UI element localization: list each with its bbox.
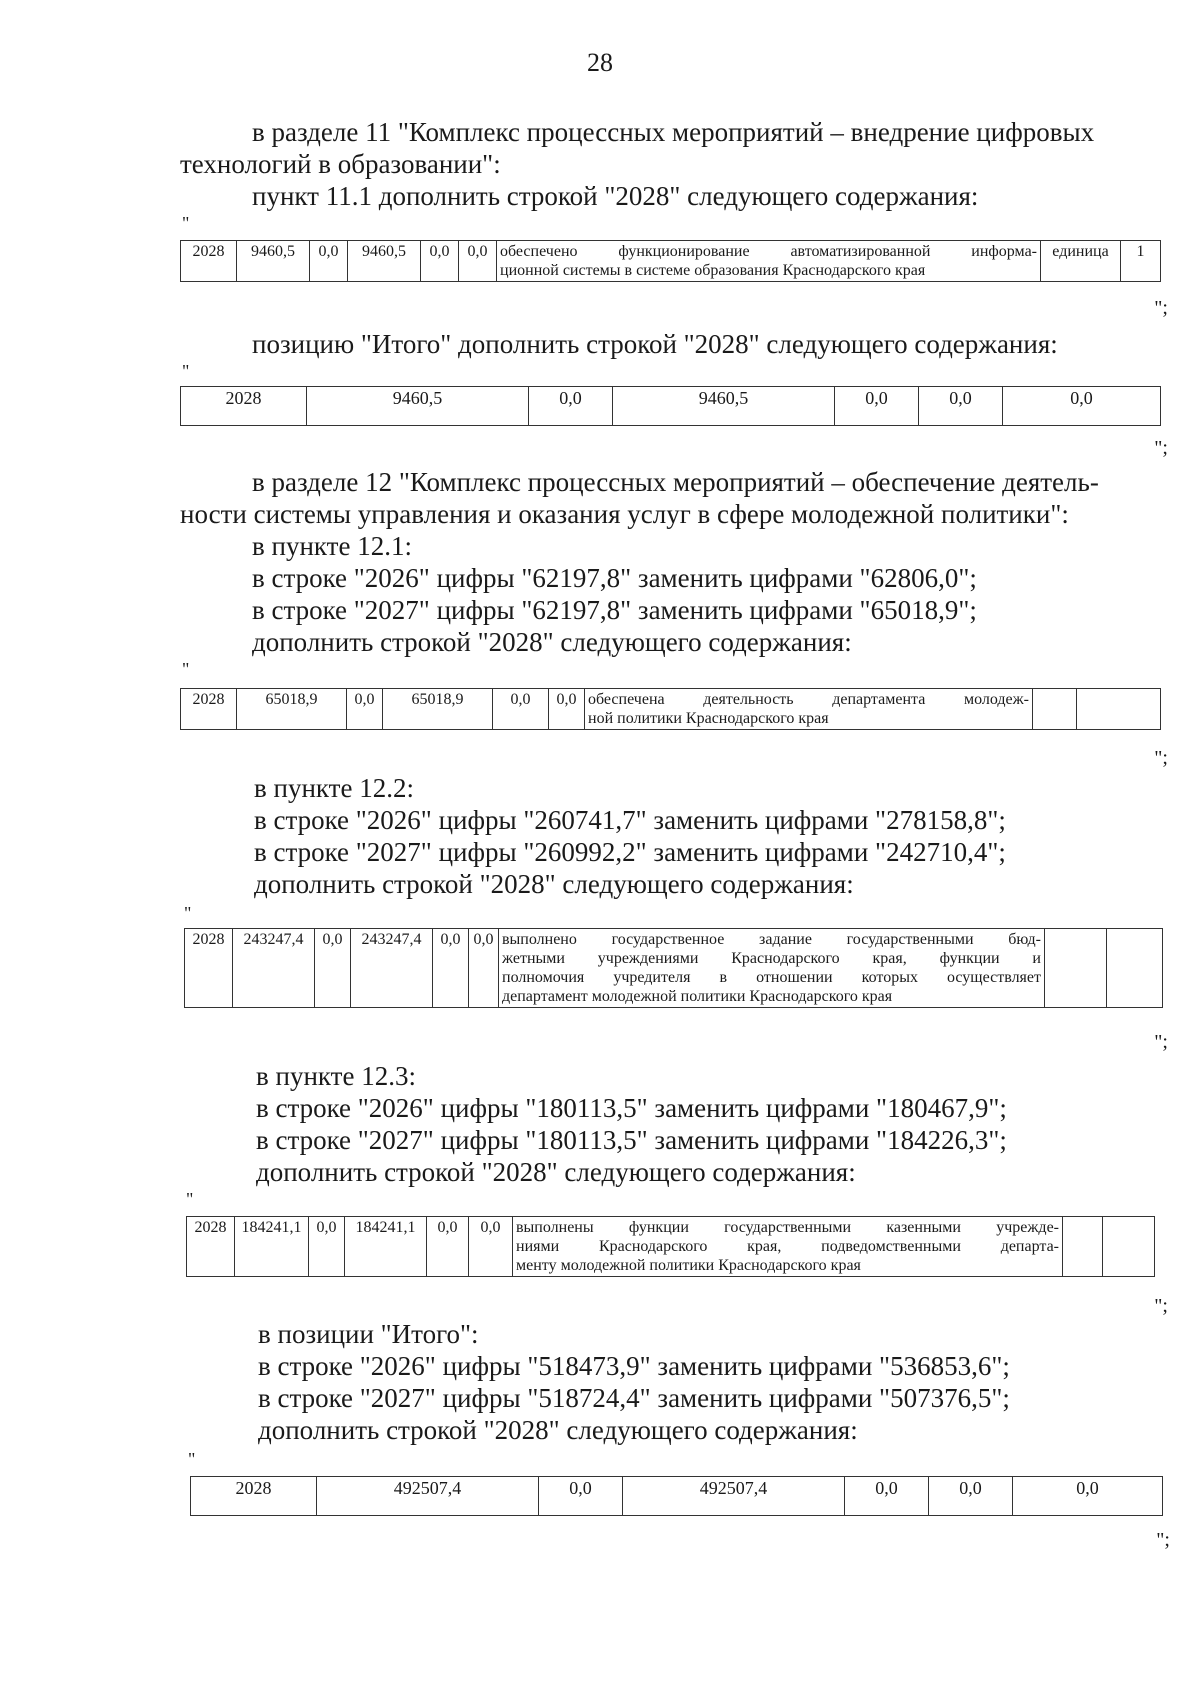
s12-line1: в разделе 12 "Комплекс процессных мероприятий – обеспечение деятель- [252, 467, 1099, 497]
cell-year: 2028 [185, 929, 233, 1008]
cell-description [499, 929, 1045, 1008]
s12-p3-l3: в строке "2027" цифры "180113,5" заменить цифрами "184226,3"; [256, 1125, 1007, 1155]
cell-value: 243247,4 [351, 929, 433, 1008]
s12-p1-l1: в пункте 12.1: [252, 531, 412, 561]
s12-p2-l2: в строке "2026" цифры "260741,7" заменить цифрами "278158,8"; [254, 805, 1006, 835]
cell-total: 9460,5 [307, 387, 529, 426]
quote-open: " [186, 1189, 194, 1209]
desc-line: ционной системы в системе образования Краснодарского края [500, 262, 926, 279]
s12-p1-l3: в строке "2027" цифры "62197,8" заменить цифрами "65018,9"; [252, 595, 977, 625]
quote-close: "; [1156, 1529, 1170, 1551]
quote-close: "; [1154, 437, 1168, 459]
s12-p1-l2: в строке "2026" цифры "62197,8" заменить цифрами "62806,0"; [252, 563, 977, 593]
cell-empty [1045, 929, 1107, 1008]
table-row [181, 689, 1161, 730]
cell-year: 2028 [181, 689, 237, 730]
s12-itogo-l1: в позиции "Итого": [258, 1319, 479, 1349]
cell-value: 9460,5 [348, 241, 421, 282]
quote-open: " [182, 213, 190, 233]
cell-year: 2028 [181, 387, 307, 426]
s12-p3-table [186, 1216, 1155, 1277]
quote-close: "; [1154, 1031, 1168, 1053]
quote-open: " [182, 659, 190, 679]
desc-line: жетными учреждениями Краснодарского края, функции и [502, 950, 1041, 967]
s11-table [180, 240, 1161, 282]
cell-empty [1107, 929, 1163, 1008]
cell-year: 2028 [187, 1217, 235, 1277]
cell-value: 492507,4 [623, 1477, 845, 1516]
cell-value: 0,0 [919, 387, 1003, 426]
cell-value: 0,0 [421, 241, 459, 282]
table-row [187, 1217, 1155, 1277]
cell-value: 0,0 [459, 241, 497, 282]
quote-close: "; [1154, 747, 1168, 769]
cell-value: 0,0 [310, 241, 348, 282]
cell-value: 0,0 [845, 1477, 929, 1516]
cell-value: 0,0 [433, 929, 469, 1008]
cell-value: 184241,1 [345, 1217, 427, 1277]
cell-year: 2028 [181, 241, 237, 282]
s11-itogo-line: позицию "Итого" дополнить строкой "2028" следующего содержания: [252, 329, 1058, 359]
cell-value: 9460,5 [613, 387, 835, 426]
cell-year: 2028 [191, 1477, 317, 1516]
s12-itogo-l4: дополнить строкой "2028" следующего содержания: [258, 1415, 858, 1445]
cell-value: 65018,9 [383, 689, 493, 730]
desc-line: обеспечена деятельность департамента молодеж- [588, 691, 1029, 708]
s12-p3-l2: в строке "2026" цифры "180113,5" заменить цифрами "180467,9"; [256, 1093, 1007, 1123]
s12-p3-l4: дополнить строкой "2028" следующего содержания: [256, 1157, 856, 1187]
table-row [181, 241, 1161, 282]
cell-value: 0,0 [347, 689, 383, 730]
cell-value: 0,0 [315, 929, 351, 1008]
s12-p2-l4: дополнить строкой "2028" следующего содержания: [254, 869, 854, 899]
s12-itogo-l2: в строке "2026" цифры "518473,9" заменить цифрами "536853,6"; [258, 1351, 1010, 1381]
cell-total: 184241,1 [235, 1217, 309, 1277]
s12-line2: ности системы управления и оказания услуг в сфере молодежной политики": [180, 499, 1069, 529]
desc-line: выполнены функции государственными казенными учрежде- [516, 1219, 1059, 1236]
cell-quantity: 1 [1121, 241, 1161, 282]
s12-p2-l3: в строке "2027" цифры "260992,2" заменить цифрами "242710,4"; [254, 837, 1006, 867]
s11-itogo-table [180, 386, 1161, 426]
s12-p1-table [180, 688, 1161, 730]
table-row [191, 1477, 1163, 1516]
cell-value: 0,0 [929, 1477, 1013, 1516]
quote-close: "; [1154, 297, 1168, 319]
desc-line: ниями Краснодарского края, подведомственными департа- [516, 1238, 1059, 1255]
desc-line: департамент молодежной политики Краснодарского края [502, 988, 893, 1005]
cell-value: 0,0 [549, 689, 585, 730]
cell-total: 243247,4 [233, 929, 315, 1008]
quote-open: " [184, 903, 192, 923]
s12-itogo-table [190, 1476, 1163, 1516]
table-row [185, 929, 1163, 1008]
desc-line: обеспечено функционирование автоматизированной информа- [500, 243, 1037, 260]
cell-total: 492507,4 [317, 1477, 539, 1516]
quote-open: " [182, 361, 190, 381]
s11-line3: пункт 11.1 дополнить строкой "2028" следующего содержания: [252, 181, 979, 211]
cell-value: 0,0 [427, 1217, 469, 1277]
desc-line: полномочия учредителя в отношении которых осуществляет [502, 969, 1041, 986]
cell-total: 65018,9 [237, 689, 347, 730]
cell-value: 0,0 [493, 689, 549, 730]
cell-empty [1033, 689, 1077, 730]
cell-empty [1077, 689, 1161, 730]
cell-empty [1103, 1217, 1155, 1277]
s12-p2-table [184, 928, 1163, 1008]
cell-value: 0,0 [835, 387, 919, 426]
s12-p1-l4: дополнить строкой "2028" следующего содержания: [252, 627, 852, 657]
cell-value: 0,0 [1013, 1477, 1163, 1516]
cell-value: 0,0 [309, 1217, 345, 1277]
table-row [181, 387, 1161, 426]
cell-unit: единица [1041, 241, 1121, 282]
cell-description [513, 1217, 1063, 1277]
cell-description [497, 241, 1041, 282]
cell-value: 0,0 [1003, 387, 1161, 426]
s11-line1: в разделе 11 "Комплекс процессных мероприятий – внедрение цифровых [252, 117, 1095, 147]
cell-value: 0,0 [529, 387, 613, 426]
quote-close: "; [1154, 1295, 1168, 1317]
s11-line2: технологий в образовании": [180, 149, 501, 179]
cell-value: 0,0 [469, 1217, 513, 1277]
quote-open: " [188, 1449, 196, 1469]
s12-itogo-l3: в строке "2027" цифры "518724,4" заменить цифрами "507376,5"; [258, 1383, 1010, 1413]
cell-description [585, 689, 1033, 730]
cell-value: 0,0 [469, 929, 499, 1008]
cell-empty [1063, 1217, 1103, 1277]
cell-total: 9460,5 [237, 241, 310, 282]
page-number: 28 [587, 48, 613, 77]
desc-line: ной политики Краснодарского края [588, 710, 829, 727]
s12-p2-l1: в пункте 12.2: [254, 773, 414, 803]
s12-p3-l1: в пункте 12.3: [256, 1061, 416, 1091]
cell-value: 0,0 [539, 1477, 623, 1516]
desc-line: менту молодежной политики Краснодарского края [516, 1257, 861, 1274]
desc-line: выполнено государственное задание государственными бюд- [502, 931, 1041, 948]
